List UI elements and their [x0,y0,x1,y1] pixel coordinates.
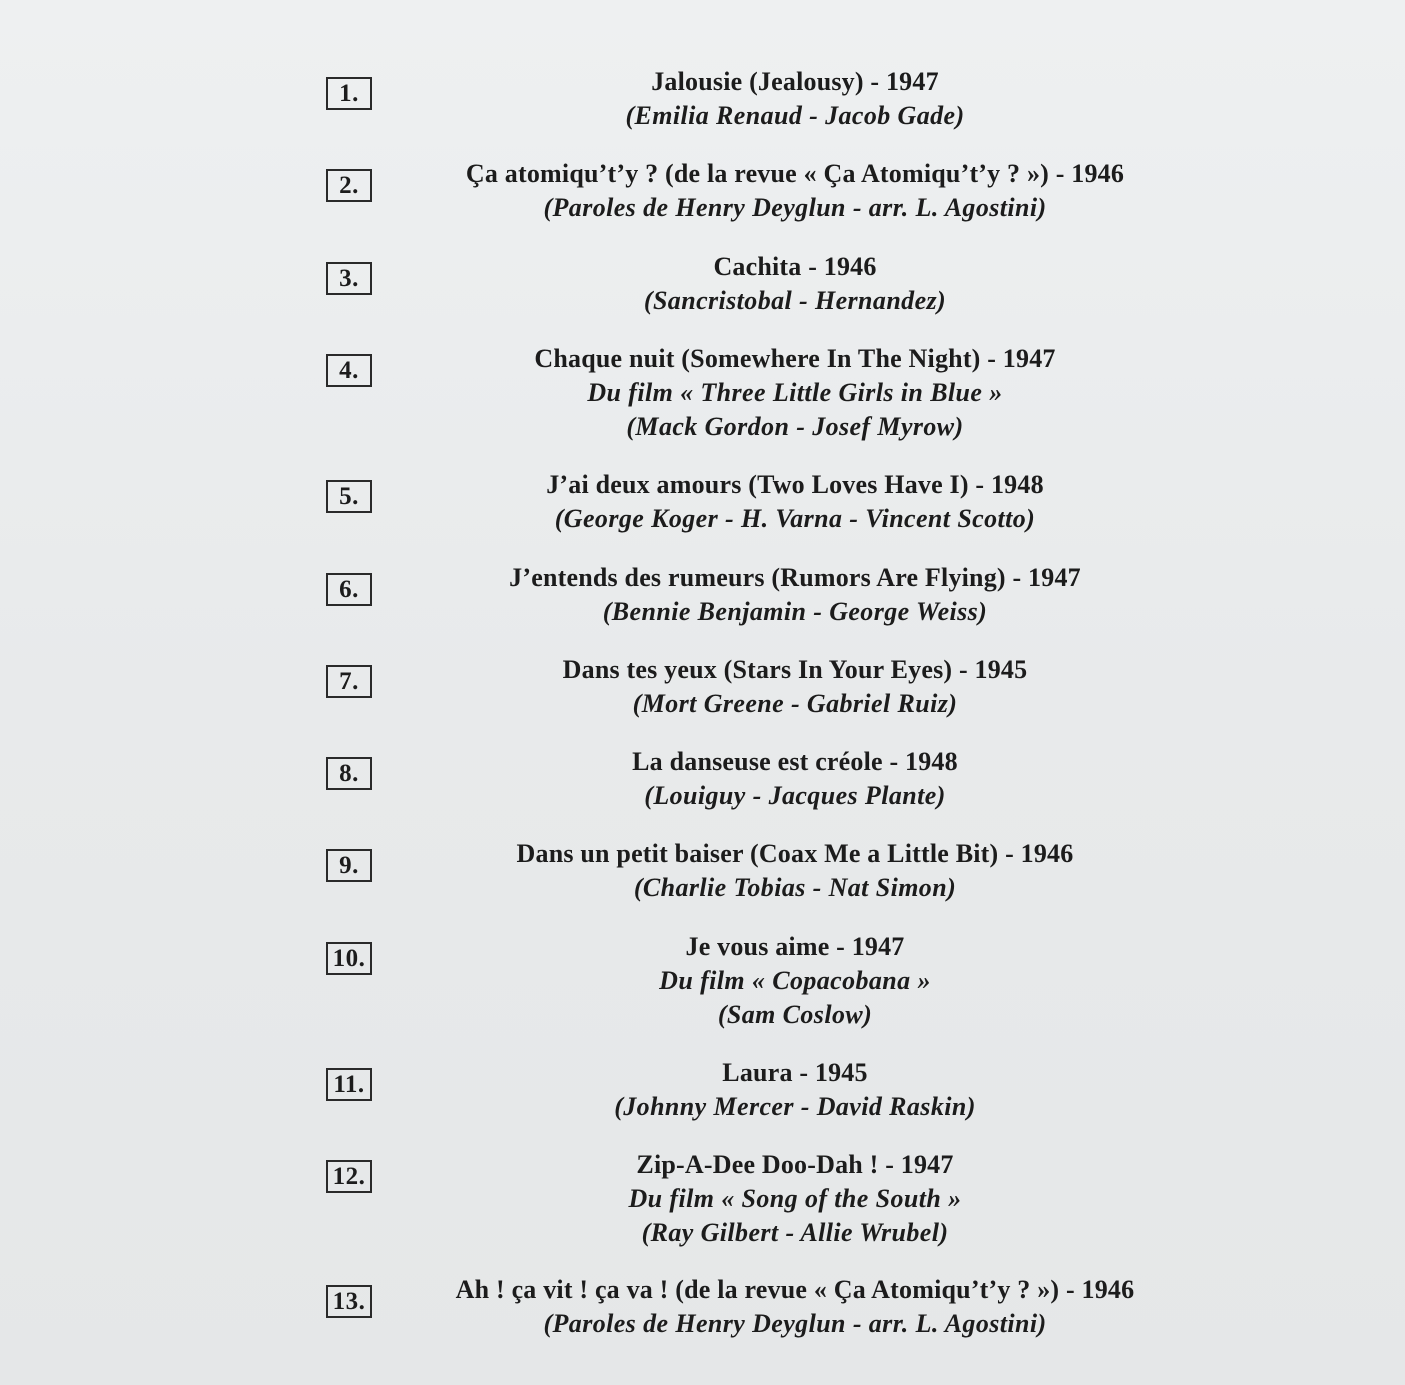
track-number-box: 1. [326,77,372,110]
track-title: Ah ! ça vit ! ça va ! (de la revue « Ça Atomiqu’t’y ? ») - 1946 [455,1275,1135,1304]
track-text [380,745,1210,813]
track-number-box: 13. [326,1285,372,1318]
track-number-box: 11. [326,1068,372,1101]
track-credits: (Sancristobal - Hernandez) [643,286,947,315]
track-title: J’ai deux amours (Two Loves Have I) - 1948 [546,470,1044,499]
track-number-box: 10. [326,942,372,975]
track-credits: (Paroles de Henry Deyglun - arr. L. Agostini) [543,193,1047,222]
track-text [380,1148,1210,1250]
track-title: Dans un petit baiser (Coax Me a Little Bit) - 1946 [516,839,1074,868]
track-title: Jalousie (Jealousy) - 1947 [651,67,939,96]
track-credits: (Charlie Tobias - Nat Simon) [633,873,957,902]
track-credits: (Louiguy - Jacques Plante) [644,781,946,810]
track-text [380,837,1210,905]
track-credits: (Ray Gilbert - Allie Wrubel) [641,1218,949,1247]
track-subtitle: Du film « Copacobana » [659,966,931,995]
track-subtitle: Du film « Song of the South » [628,1184,962,1213]
track-credits: (Johnny Mercer - David Raskin) [614,1092,976,1121]
track-text [380,1056,1210,1124]
track-credits: (Mort Greene - Gabriel Ruiz) [632,689,958,718]
track-title: J’entends des rumeurs (Rumors Are Flying) - 1947 [509,563,1081,592]
track-number-box: 7. [326,665,372,698]
track-subtitle: Du film « Three Little Girls in Blue » [587,378,1003,407]
track-title: Dans tes yeux (Stars In Your Eyes) - 1945 [562,655,1028,684]
track-text [380,561,1210,629]
track-credits: (George Koger - H. Varna - Vincent Scotto) [554,504,1036,533]
track-title: Laura - 1945 [722,1058,868,1087]
track-number-box: 2. [326,169,372,202]
track-credits: (Paroles de Henry Deyglun - arr. L. Agostini) [543,1309,1047,1338]
track-credits: (Sam Coslow) [717,1000,873,1029]
track-text [380,1273,1210,1341]
track-number-box: 9. [326,849,372,882]
track-credits: (Emilia Renaud - Jacob Gade) [625,101,965,130]
track-text [380,157,1210,225]
track-credits: (Mack Gordon - Josef Myrow) [626,412,964,441]
track-number-box: 6. [326,573,372,606]
track-text [380,653,1210,721]
track-credits: (Bennie Benjamin - George Weiss) [602,597,988,626]
track-number-box: 12. [326,1160,372,1193]
track-text [380,342,1210,444]
track-text [380,468,1210,536]
track-text [380,250,1210,318]
track-title: Chaque nuit (Somewhere In The Night) - 1947 [534,344,1056,373]
track-text [380,65,1210,133]
track-number-box: 5. [326,480,372,513]
track-title: Cachita - 1946 [713,252,877,281]
track-title: Je vous aime - 1947 [685,932,905,961]
track-number-box: 4. [326,354,372,387]
track-title: Zip-A-Dee Doo-Dah ! - 1947 [636,1150,954,1179]
track-title: La danseuse est créole - 1948 [632,747,958,776]
track-number-box: 3. [326,262,372,295]
track-title: Ça atomiqu’t’y ? (de la revue « Ça Atomiqu’t’y ? ») - 1946 [465,159,1125,188]
track-text [380,930,1210,1032]
track-number-box: 8. [326,757,372,790]
